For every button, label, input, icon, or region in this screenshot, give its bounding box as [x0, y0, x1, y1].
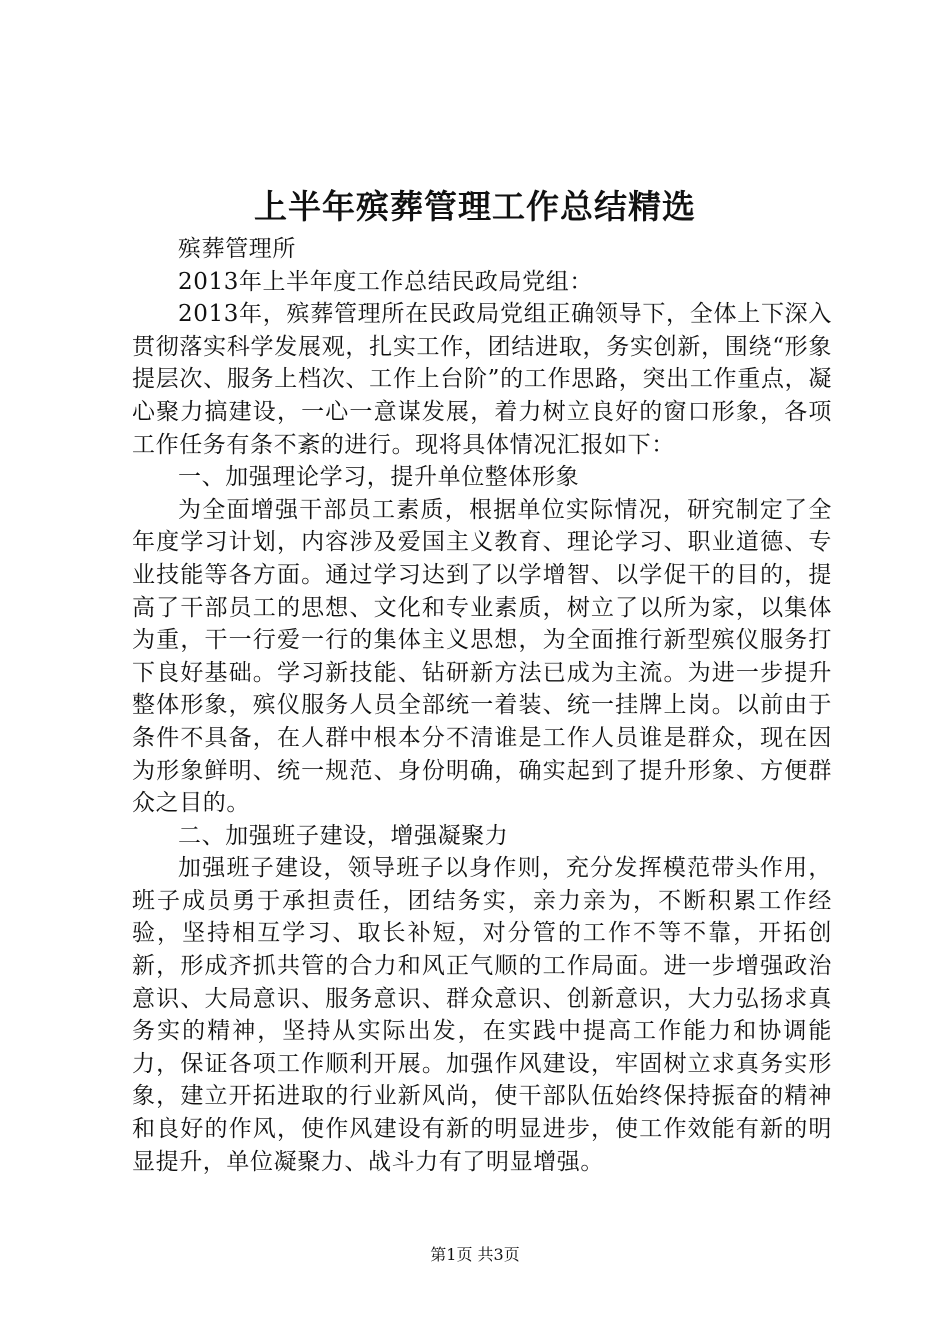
document-title: 上半年殡葬管理工作总结精选 [254, 187, 696, 226]
org-name: 殡葬管理所 [178, 236, 296, 262]
section-paragraph-1: 为全面增强干部员工素质，根据单位实际情况，研究制定了全年度学习计划，内容涉及爱国主义教育、理论学习、职业道德、专业技能等各方面。通过学习达到了以学增智、以学促干的目的，提高了干部员工的思想、文化和专业素质，树立了以所为家，以集体为重，干一行爱一行的集体主义思想，为全面推行新型殡仪服务打下良好基础。学习新技能、钻研新方法已成为主流。为进一步提升整体形象，殡仪服务人员全部统一着装、统一挂牌上岗。以前由于条件不具备，在人群中根本分不清谁是工作人员谁是群众，现在因为形象鲜明、统一规范、身份明确，确实起到了提升形象、方便群众之目的。 [132, 496, 832, 817]
section-heading-2: 二、加强班子建设，增强凝聚力 [178, 822, 509, 849]
section-heading-1: 一、加强理论学习，提升单位整体形象 [178, 464, 580, 491]
section-paragraph-2: 加强班子建设，领导班子以身作则，充分发挥模范带头作用，班子成员勇于承担责任，团结务实，亲力亲为，不断积累工作经验，坚持相互学习、取长补短，对分管的工作不等不靠，开拓创新，形成齐抓共管的合力和风正气顺的工作局面。进一步增强政治意识、大局意识、服务意识、群众意识、创新意识，大力弘扬求真务实的精神，坚持从实际出发，在实践中提高工作能力和协调能力，保证各项工作顺利开展。加强作风建设，牢固树立求真务实形象，建立开拓进取的行业新风尚，使干部队伍始终保持振奋的精神和良好的作风，使作风建设有新的明显进步，使工作效能有新的明显提升，单位凝聚力、战斗力有了明显增强。 [132, 855, 832, 1175]
page-footer: 第1页 共3页 [430, 1245, 520, 1264]
report-heading: 2013年上半年度工作总结民政局党组： [178, 268, 593, 295]
intro-paragraph: 2013年，殡葬管理所在民政局党组正确领导下，全体上下深入贯彻落实科学发展观，扎实工作，团结进取，务实创新，围绕“形象提层次、服务上档次、工作上台阶”的工作思路，突出工作重点，凝心聚力搞建设，一心一意谋发展，着力树立良好的窗口形象，各项工作任务有条不紊的进行。现将具体情况汇报如下： [132, 301, 832, 458]
document-body [132, 233, 832, 1178]
